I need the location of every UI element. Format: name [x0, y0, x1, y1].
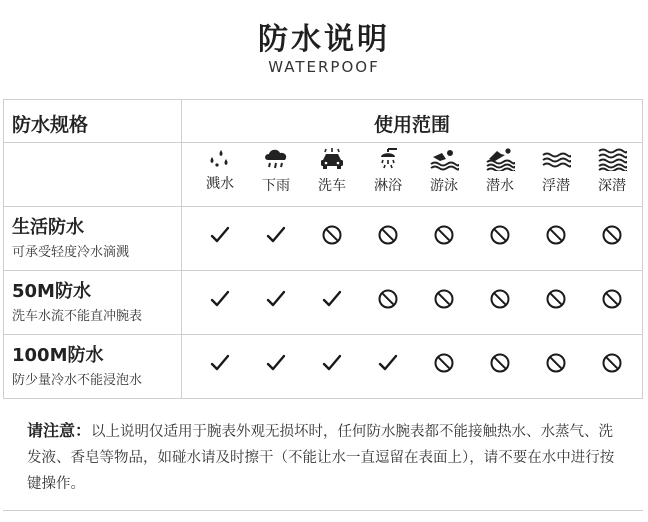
check-icon [304, 288, 360, 318]
shallow-waves-icon [528, 147, 584, 171]
scenario-label: 浮潜 [542, 178, 570, 194]
scope-column-header: 使用范围 [373, 114, 450, 136]
row-title-life: 生活防水 [12, 217, 84, 238]
scenario-swimming [416, 147, 472, 205]
divider [181, 100, 182, 398]
prohibited-icon [528, 288, 584, 318]
spec-column-header: 防水规格 [12, 114, 89, 136]
scenario-car-wash [304, 147, 360, 205]
scenario-label: 洗车 [318, 178, 346, 194]
scenario-splash [192, 147, 248, 205]
prohibited-icon [584, 288, 640, 318]
row-title-100m: 100M防水 [12, 345, 104, 366]
scenario-shower [360, 147, 416, 205]
diving-icon [472, 147, 528, 171]
deep-waves-icon [584, 147, 640, 171]
check-icon [192, 288, 248, 318]
scenario-label: 深潜 [598, 178, 626, 194]
divider [3, 510, 643, 511]
prohibited-icon [416, 352, 472, 382]
prohibited-icon [472, 352, 528, 382]
row-desc-life: 可承受轻度冷水滴溅 [12, 245, 130, 260]
splash-drops-icon [192, 147, 248, 169]
scenario-label: 溅水 [206, 176, 234, 192]
page-title: 防水说明 [258, 22, 390, 57]
scenario-label: 下雨 [262, 178, 290, 194]
prohibited-icon [304, 224, 360, 254]
scenario-label: 潜水 [486, 178, 514, 194]
prohibited-icon [584, 224, 640, 254]
check-icon [192, 352, 248, 382]
scenario-label: 游泳 [430, 178, 458, 194]
prohibited-icon [360, 224, 416, 254]
row-title-50m: 50M防水 [12, 281, 91, 302]
notice [27, 418, 627, 497]
scenario-diving [472, 147, 528, 205]
row-desc-100m: 防少量冷水不能浸泡水 [12, 373, 143, 388]
scenario-label: 淋浴 [374, 178, 402, 194]
row-desc-50m: 洗车水流不能直冲腕表 [12, 309, 143, 324]
check-icon [248, 352, 304, 382]
check-icon [304, 352, 360, 382]
shower-icon [360, 147, 416, 171]
divider [4, 206, 642, 207]
car-wash-icon [304, 147, 360, 171]
scenario-rain [248, 147, 304, 205]
notice-text: 以上说明仅适用于腕表外观无损坏时，任何防水腕表都不能接触热水、水蒸气、洗发液、香皂等物品，如碰水请及时擦干（不能让水一直逗留在表面上），请不要在水中进行按键操作。 [27, 424, 615, 492]
prohibited-icon [360, 288, 416, 318]
check-icon [192, 224, 248, 254]
notice-label: 请注意： [27, 421, 92, 440]
divider [4, 270, 642, 271]
swimming-icon [416, 147, 472, 171]
page-subtitle: WATERPOOF [268, 58, 380, 76]
rain-cloud-icon [248, 147, 304, 171]
check-icon [248, 224, 304, 254]
divider [4, 334, 642, 335]
prohibited-icon [528, 352, 584, 382]
waterproof-table [3, 99, 643, 399]
prohibited-icon [584, 352, 640, 382]
divider [4, 142, 642, 143]
prohibited-icon [472, 288, 528, 318]
scenario-deep-dive [584, 147, 640, 205]
prohibited-icon [472, 224, 528, 254]
prohibited-icon [416, 224, 472, 254]
check-icon [360, 352, 416, 382]
check-icon [248, 288, 304, 318]
prohibited-icon [416, 288, 472, 318]
scenario-snorkel [528, 147, 584, 205]
prohibited-icon [528, 224, 584, 254]
